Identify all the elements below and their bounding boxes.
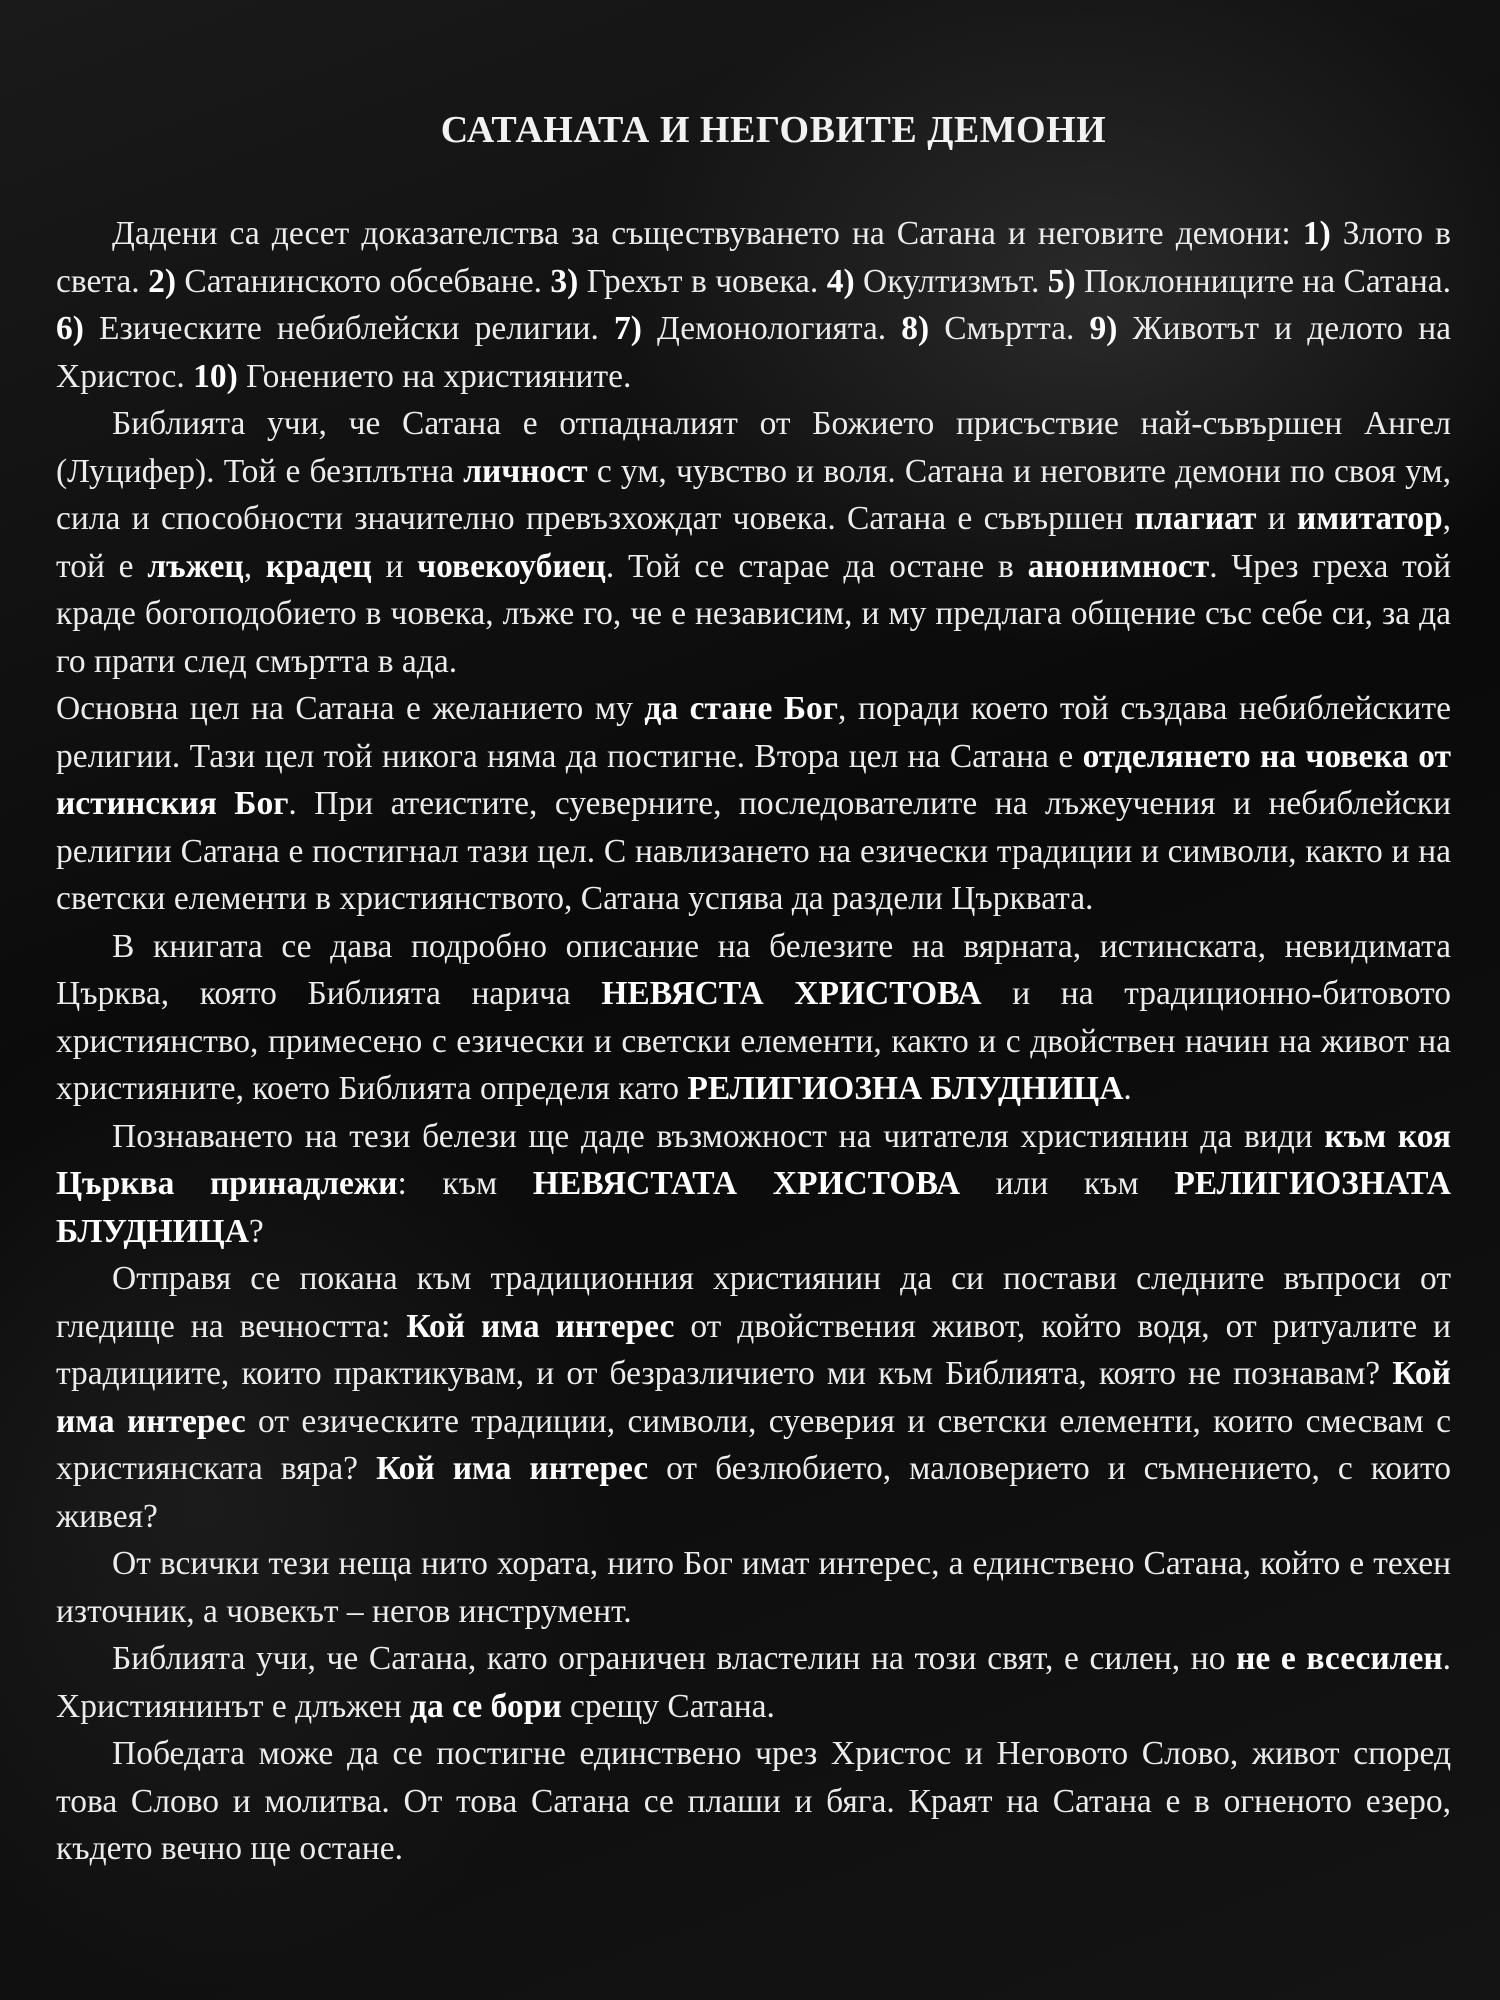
- paragraph: [56, 1113, 1451, 1256]
- text-run: Сатанинското обсебване.: [175, 262, 551, 300]
- text-run: Гонението на християните.: [237, 357, 632, 395]
- bold-text: лъжец: [147, 547, 244, 585]
- text-run: Животът и делото на Христос.: [56, 310, 1451, 395]
- bold-text: към коя Църква принадлежи: [56, 1117, 1451, 1202]
- paragraph: [56, 1540, 1451, 1635]
- paragraph: [56, 1730, 1451, 1873]
- bold-text: 9): [1089, 310, 1118, 347]
- text-run: Дадени са десет доказателства за съществуването на Сатана и неговите демони:: [112, 215, 1303, 252]
- paragraph: [56, 923, 1451, 1113]
- text-run: Познаването на тези белези ще даде възможност на читателя християнин да види: [112, 1117, 1325, 1155]
- bold-text: да стане Бог: [644, 690, 838, 727]
- text-run: , той е: [56, 500, 1451, 585]
- bold-text: Кой има интерес: [376, 1450, 649, 1487]
- paragraph: [56, 400, 1451, 685]
- bold-text: плагиат: [1134, 500, 1257, 537]
- bold-text: 2): [148, 262, 176, 300]
- bold-text: имитатор: [1297, 500, 1443, 537]
- bold-text: крадец: [265, 547, 372, 585]
- text-run: с ум, чувство и воля. Сатана и неговите демони по своя ум, сила и способности значително превъзхождат човека. Сатана е съвършен: [56, 452, 1451, 537]
- bold-text: 1): [1302, 215, 1331, 252]
- text-run: или към: [960, 1165, 1175, 1202]
- bold-text: 7): [613, 310, 642, 347]
- bold-text: анонимност: [1027, 547, 1210, 585]
- text-run: . При атеистите, суеверните, последователите на лъжеучения и небиблейски религии Сатана е постигнал тази цел. С навлизането на езически традиции и символи, както и на светски елементи в християнството, Сатана успява да раздели Църквата.: [56, 785, 1451, 917]
- text-run: и: [1256, 500, 1298, 537]
- text-run: от безлюбието, маловерието и съмнението, с които живея?: [56, 1450, 1451, 1535]
- bold-text: да се бори: [410, 1687, 562, 1725]
- text-run: Победата може да се постигне единствено чрез Христос и Неговото Слово, живот според това Слово и молитва. От това Сатана се плаши и бяга. Краят на Сатана е в огненото езеро, където вечно ще остане.: [56, 1735, 1451, 1867]
- paragraph: [56, 685, 1451, 923]
- text-run: от двойствения живот, който водя, от ритуалите и традициите, които практикувам, и от безразличието ми към Библията, която не познавам?: [56, 1307, 1451, 1392]
- text-run: и на традиционно-битовото християнство, примесено с езически и светски елементи, както и с двойствен начин на живот на християните, което Библията определя като: [56, 975, 1451, 1107]
- document-page: [56, 108, 1451, 1988]
- text-run: Библията учи, че Сатана, като ограничен властелин на този свят, е силен, но: [112, 1640, 1237, 1677]
- paragraph: [56, 1635, 1451, 1730]
- bold-text: 6): [56, 310, 84, 347]
- text-run: От всички тези неща нито хората, нито Бог имат интерес, а единствено Сатана, който е техен източник, а човекът – негов инструмент.: [56, 1545, 1451, 1630]
- body-text: [56, 210, 1451, 1873]
- text-run: . Той се старае да остане в: [605, 547, 1028, 585]
- page-title: САТАНАТА И НЕГОВИТЕ ДЕМОНИ: [440, 109, 1107, 151]
- text-run: Езическите небиблейски религии.: [83, 310, 614, 347]
- bold-text: НЕВЯСТАТА ХРИСТОВА: [532, 1165, 961, 1202]
- paragraph: [56, 210, 1451, 400]
- bold-text: РЕЛИГИОЗНА БЛУДНИЦА: [687, 1070, 1124, 1107]
- bold-text: РЕЛИГИОЗНАТА БЛУДНИЦА: [56, 1165, 1451, 1250]
- text-run: ?: [248, 1212, 264, 1250]
- text-run: В книгата се дава подробно описание на белезите на вярната, истинската, невидимата Църква, която Библията нарича: [56, 927, 1451, 1012]
- bold-text: не е всесилен: [1236, 1640, 1443, 1677]
- text-run: Демонологията.: [641, 310, 902, 347]
- bold-text: личност: [463, 452, 588, 490]
- text-run: ,: [243, 547, 266, 585]
- bold-text: НЕВЯСТА ХРИСТОВА: [601, 975, 982, 1012]
- text-run: Грехът в човека.: [578, 262, 827, 300]
- text-run: и: [371, 547, 418, 585]
- bold-text: човекоубиец: [417, 547, 606, 585]
- text-run: . Чрез греха той краде богоподобието в човека, лъже го, че е независим, и му предлага общение със себе си, за да го прати след смъртта в ада.: [56, 547, 1451, 680]
- text-run: : към: [397, 1165, 533, 1202]
- text-run: Отправя се покана към традиционния християнин да си постави следните въпроси от гледище на вечността:: [56, 1260, 1451, 1345]
- text-run: . Християнинът е длъжен: [56, 1640, 1451, 1725]
- text-run: Библията учи, че Сатана е отпадналият от Божието присъствие най-съвършен Ангел (Луцифер). Той е безплътна: [56, 405, 1451, 490]
- bold-text: 3): [550, 262, 579, 300]
- paragraph: [56, 1255, 1451, 1540]
- text-run: Злото в света.: [56, 215, 1451, 300]
- bold-text: Кой има интерес: [406, 1307, 675, 1345]
- text-run: Окултизмът.: [854, 262, 1048, 300]
- bold-text: 10): [193, 357, 238, 395]
- text-run: Основна цел на Сатана е желанието му: [56, 690, 645, 727]
- bold-text: отделянето на човека от истинския Бог: [56, 737, 1451, 822]
- text-run: , поради което той създава небиблейските религии. Тази цел той никога няма да постигне. Втора цел на Сатана е: [56, 690, 1451, 775]
- bold-text: Кой има интерес: [56, 1355, 1451, 1440]
- text-run: срещу Сатана.: [561, 1687, 775, 1725]
- text-run: Смъртта.: [929, 310, 1090, 347]
- bold-text: 8): [901, 310, 930, 347]
- bold-text: 5): [1047, 262, 1076, 300]
- bold-text: 4): [826, 262, 855, 300]
- text-run: Поклонниците на Сатана.: [1075, 262, 1451, 300]
- text-run: .: [1123, 1070, 1132, 1107]
- text-run: от езическите традиции, символи, суеверия и светски елементи, които смесвам с християнската вяра?: [56, 1402, 1451, 1487]
